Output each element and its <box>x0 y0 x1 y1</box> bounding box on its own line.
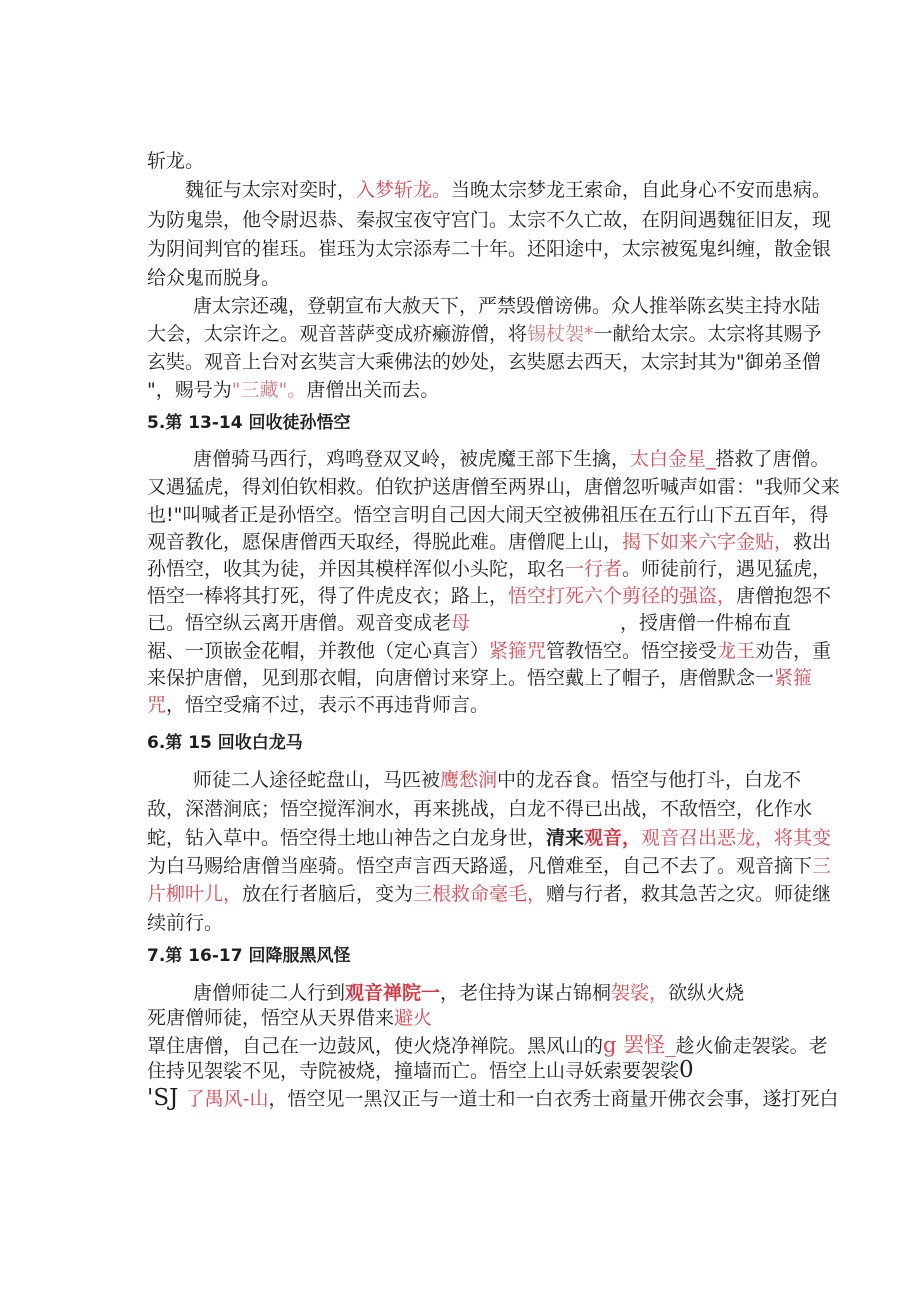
text-span: 为防鬼祟，他令尉迟恭、秦叔宝夜守宫门。太宗不久亡故，在阴间遇魏征旧友，现 <box>147 209 832 231</box>
text-span: 观音教化，愿保唐僧西天取经，得脱此难。唐僧爬上山， <box>147 531 623 553</box>
highlight-text: 三根救命毫毛， <box>413 883 547 905</box>
text-span: 唐僧抱怨不 <box>736 585 832 607</box>
section-heading: 5.第 13-14 回收徒孙悟空 <box>147 413 351 433</box>
highlight-text: 鹰愁涧 <box>440 769 498 791</box>
text-span: 续前行。 <box>147 912 224 934</box>
text-line <box>147 556 831 582</box>
text-line <box>147 881 831 907</box>
text-span: 0 <box>679 1057 694 1083</box>
section-heading: 7.第 16-17 回降服黑风怪 <box>147 946 351 966</box>
text-line <box>147 1032 828 1059</box>
highlight-text: 一行者 <box>565 558 623 580</box>
text-line <box>185 177 831 203</box>
highlight-text: 片柳叶儿， <box>147 883 243 905</box>
text-span: 唐僧出关而去。 <box>306 379 440 401</box>
text-span: 孙悟空，收其为徒，并因其模样浑似小头陀，取名 <box>147 558 566 580</box>
highlight-text: 袈裟， <box>611 982 669 1004</box>
text-span: 住持见袈裟不见，寺院被烧，撞墙而亡。悟空上山寻妖索要袈裟 <box>147 1060 680 1082</box>
text-span: 唐太宗还魂，登朝宣布大赦天下，严禁毁僧谤佛。众人推举陈玄奘主持水陆 <box>193 295 821 317</box>
text-span: 为白马赐给唐僧当座骑。悟空声言西天路遥，凡僧难至，自己不去了。观音摘下 <box>147 855 813 877</box>
highlight-text: 了禺风-山 <box>185 1088 269 1110</box>
text-line <box>147 502 828 528</box>
text-span: 裾、一顶嵌金花帽，并教他（定心真言） <box>147 640 490 662</box>
highlight-text: "三藏"。 <box>231 379 307 401</box>
text-line <box>147 1005 432 1031</box>
text-span: 欲纵火烧 <box>668 982 745 1004</box>
text-line <box>193 446 830 472</box>
highlight-text: 锡杖袈* <box>527 323 594 345</box>
highlight-text: g 罢怪_ <box>603 1033 676 1057</box>
text-span: 已。悟空纵云离开唐僧。观音变成老 <box>147 612 452 634</box>
highlight-text: 母 <box>451 612 471 634</box>
text-line <box>147 638 831 664</box>
text-span: 蛇，钻入草中。悟空得土地山神告之白龙身世， <box>147 827 547 849</box>
text-span: ，悟空见一黑汉正与一道士和一白衣秀士商量开佛衣会事，遂打死白 <box>268 1088 839 1110</box>
highlight-text: 紧箍 <box>774 667 813 689</box>
highlight-text: 太白金星_ <box>630 448 716 470</box>
text-line <box>193 980 744 1006</box>
highlight-text: 避火 <box>394 1007 433 1029</box>
text-span: 趁火偷走袈裟。老 <box>675 1035 828 1057</box>
text-span: 劝告，重 <box>755 640 832 662</box>
text-line <box>147 610 791 636</box>
text-line <box>147 583 831 609</box>
highlight-text: 三 <box>812 855 832 877</box>
text-span: 中的龙吞食。悟空与他打斗，白龙不 <box>497 769 802 791</box>
text-span: ，授唐僧一件棉布直 <box>620 612 792 634</box>
text-line <box>147 265 280 291</box>
highlight-text: 咒 <box>147 694 167 716</box>
highlight-text: 入梦斩龙。 <box>356 179 452 201</box>
text-line <box>147 825 831 851</box>
highlight-text: 观音召出恶龙，将其变 <box>641 827 832 849</box>
text-span: 放在行者脑后，变为 <box>242 883 414 905</box>
text-span: 给众鬼而脱身。 <box>147 267 281 289</box>
bold-text: 清来 <box>546 827 585 849</box>
text-line <box>147 236 831 262</box>
text-line <box>147 529 831 555</box>
text-span: 为阴间判官的崔珏。崔珏为太宗添寿二十年。还阳途中，太宗被冤鬼纠缠，散金银 <box>147 238 832 260</box>
text-line <box>147 910 223 936</box>
text-span: 当晚太宗梦龙王索命，自此身心不安而患病。 <box>451 179 832 201</box>
text-span: 救出 <box>793 531 832 553</box>
highlight-text: 紧箍咒 <box>489 640 547 662</box>
text-span: 管教悟空。悟空接受 <box>546 640 718 662</box>
text-line <box>147 207 831 233</box>
text-line <box>147 1057 694 1084</box>
highlight-text: 悟空打死六个剪径的强盗， <box>508 585 737 607</box>
text-line <box>147 665 812 691</box>
text-span: 搭救了唐僧。 <box>715 448 830 470</box>
text-span: 师徒二人途径蛇盘山，马匹被 <box>193 769 441 791</box>
text-span: 大会，太宗许之。观音菩萨变成疥癞游僧，将 <box>147 323 528 345</box>
text-span: 悟空一棒将其打死，得了件虎皮衣；路上， <box>147 585 509 607</box>
text-line <box>147 377 439 403</box>
text-span: "，赐号为 <box>147 379 232 401</box>
text-span: 玄奘。观音上台对玄奘言大乘佛法的妙处，玄奘愿去西天，太宗封其为"御弟圣僧 <box>147 351 821 373</box>
text-span: 'SJ <box>147 1085 186 1111</box>
highlight-text: 龙王 <box>717 640 756 662</box>
text-span: 罩住唐僧，自己在一边鼓风，使火烧净禅院。黑风山的 <box>147 1035 604 1057</box>
text-span: 唐僧骑马西行，鸡鸣登双叉岭，被虎魔王部下生擒， <box>193 448 631 470</box>
text-line <box>147 321 822 347</box>
text-span: 唐僧师徒二人行到 <box>193 982 346 1004</box>
section-heading: 6.第 15 回收白龙马 <box>147 733 303 753</box>
text-line <box>147 853 831 879</box>
text-span: 魏征与太宗对奕时， <box>185 179 357 201</box>
text-line <box>147 349 821 375</box>
highlight-text: 观音， <box>584 827 642 849</box>
text-span: 来保护唐僧，见到那衣帽，向唐僧讨来穿上。悟空戴上了帽子，唐僧默念一 <box>147 667 775 689</box>
text-span: 。师徒前行，遇见猛虎， <box>622 558 832 580</box>
text-line <box>147 692 489 718</box>
text-span: ，悟空受痛不过，表示不再违背师言。 <box>166 694 490 716</box>
text-line <box>147 474 840 500</box>
text-span: ，老住持为谋占锦桐 <box>440 982 612 1004</box>
text-line <box>147 796 812 822</box>
highlight-text: 观音禅院一 <box>345 982 441 1004</box>
text-line <box>193 767 801 793</box>
highlight-text: 揭下如来六字金贴， <box>622 531 794 553</box>
text-span: 斩龙。 <box>147 150 205 172</box>
text-span: 也!"叫喊者正是孙悟空。悟空言明自己因大闹天空被佛祖压在五行山下五百年，得 <box>147 504 829 526</box>
text-span: 赠与行者，救其急苦之灾。师徒继 <box>546 883 832 905</box>
text-line <box>193 293 820 319</box>
text-span: 一献给太宗。太宗将其赐予 <box>593 323 822 345</box>
text-span: 敌，深潜涧底；悟空搅浑涧水，再来挑战，白龙不得已出战，不敌悟空，化作水 <box>147 798 813 820</box>
text-span: 死唐僧师徒，悟空从天界借来 <box>147 1007 395 1029</box>
text-span: 又遇猛虎，得刘伯钦相救。伯钦护送唐僧至两界山，唐僧忽听喊声如雷："我师父来 <box>147 476 840 498</box>
text-line <box>147 1085 839 1112</box>
text-line <box>147 148 204 174</box>
